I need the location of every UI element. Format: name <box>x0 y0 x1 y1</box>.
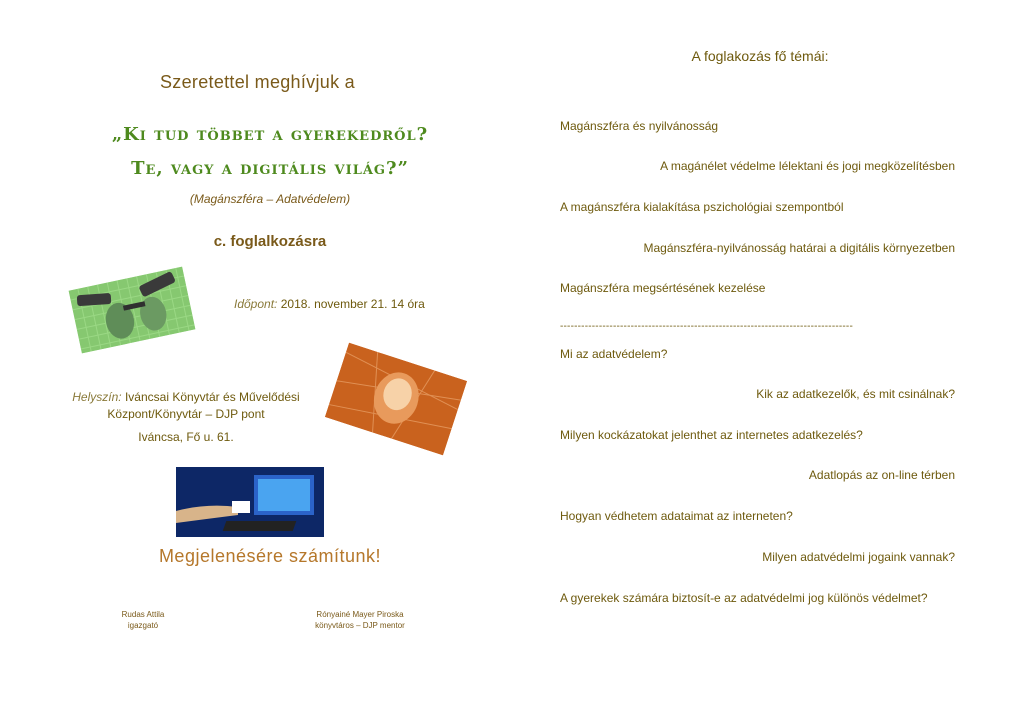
signature-role: könyvtáros – DJP mentor <box>315 621 405 630</box>
topic-item: Magánszféra megsértésének kezelése <box>560 281 766 295</box>
topics-title: A foglakozás fő témái: <box>691 48 829 64</box>
topics-divider: ----------------------------------------------------------------------------------- <box>560 321 853 332</box>
signature-role: igazgató <box>127 621 159 630</box>
signature-name: Rónyainé Mayer Piroska <box>316 610 404 619</box>
topic-item: A gyerekek számára biztosít-e az adatvédelmi jog különös védelmet? <box>560 591 928 605</box>
signature-block-2 <box>290 609 430 631</box>
occasion-text: c. foglalkozásra <box>213 233 327 250</box>
digital-head-image <box>325 343 467 456</box>
topic-item: Adatlopás az on-line térben <box>808 468 955 482</box>
time-label: Időpont: <box>234 297 278 311</box>
topic-item: Milyen kockázatokat jelenthet az internetes adatkezelés? <box>560 428 863 442</box>
topic-item: Magánszféra-nyilvánosság határai a digitális környezetben <box>643 241 955 255</box>
event-place <box>58 389 314 423</box>
attendance-call: Megjelenésére számítunk! <box>158 546 382 566</box>
signature-block-1 <box>98 609 188 631</box>
place-value-line-2: Központ/Könyvtár – DJP pont <box>107 407 265 421</box>
invitation-greeting: Szeretettel meghívjuk a <box>160 72 355 92</box>
time-value: 2018. november 21. 14 óra <box>280 297 425 311</box>
surveillance-collage-image <box>69 267 196 354</box>
event-address: Iváncsa, Fő u. 61. <box>138 430 234 444</box>
topic-item: A magánélet védelme lélektani és jogi megközelítésben <box>660 159 955 173</box>
computer-card-image <box>176 467 324 537</box>
topic-item: Milyen adatvédelmi jogaink vannak? <box>762 550 955 564</box>
place-label: Helyszín: <box>72 390 122 404</box>
topic-item: Kik az adatkezelők, és mit csinálnak? <box>756 387 955 401</box>
event-subtitle: (Magánszféra – Adatvédelem) <box>189 192 351 206</box>
place-value-line-1: Iváncsai Könyvtár és Művelődési <box>124 390 300 404</box>
event-title-line-1: „Ki tud többet a gyerekedről? <box>111 124 429 145</box>
topic-item: A magánszféra kialakítása pszichológiai szempontból <box>560 200 844 214</box>
event-time <box>234 297 425 311</box>
topic-item: Magánszféra és nyilvánosság <box>560 119 719 133</box>
topic-item: Hogyan védhetem adataimat az interneten? <box>560 509 793 523</box>
event-title-line-2: Te, vagy a digitális világ?” <box>131 158 409 179</box>
signature-name: Rudas Attila <box>121 610 165 619</box>
topic-item: Mi az adatvédelem? <box>560 347 668 361</box>
